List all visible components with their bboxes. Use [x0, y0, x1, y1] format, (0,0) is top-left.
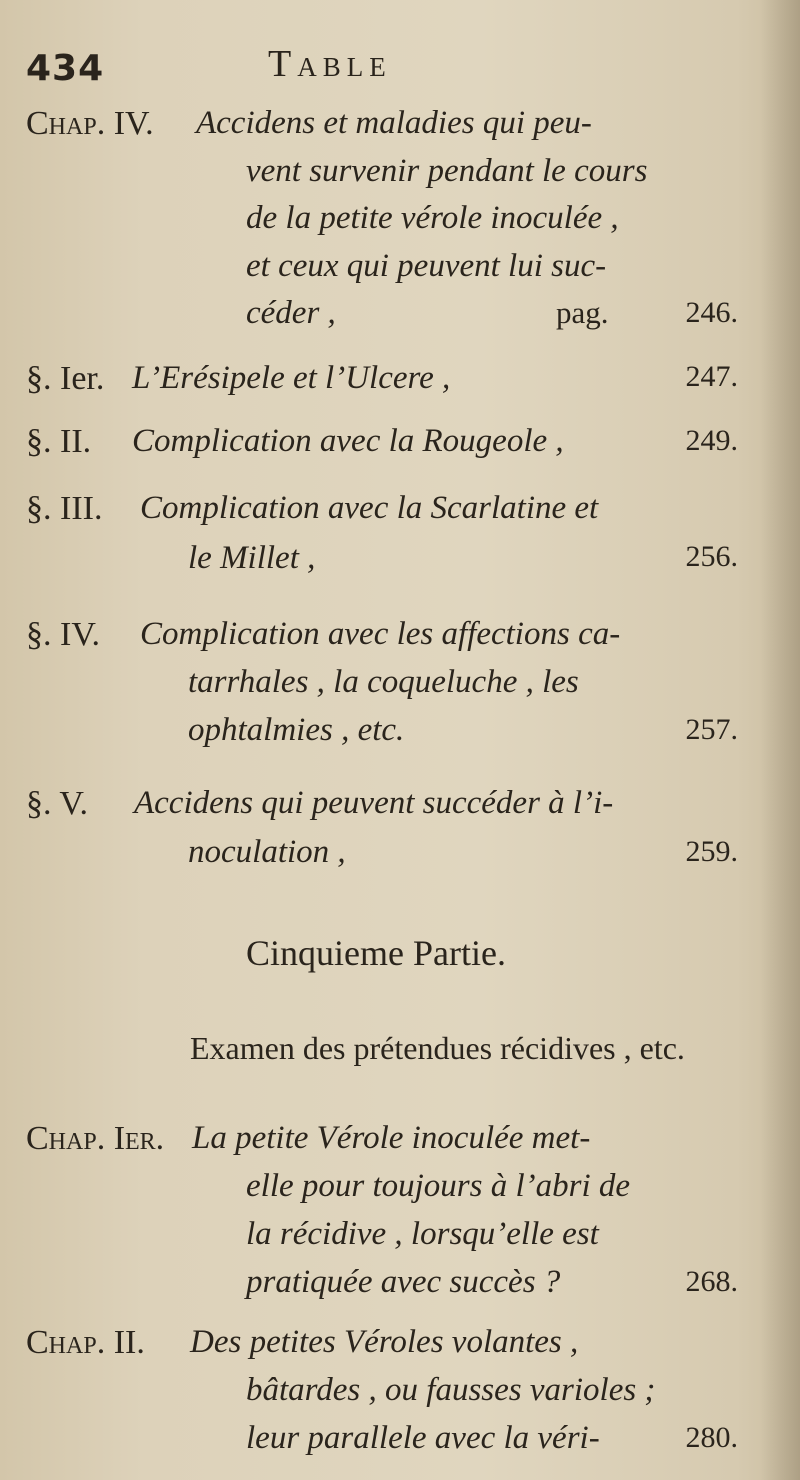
- pag-label: pag.: [556, 295, 609, 330]
- section-4-line-3: ophtalmies , etc.: [188, 712, 405, 748]
- page-edge-shadow: [760, 0, 800, 1480]
- page-number: 434: [26, 48, 105, 89]
- section-1-label: §. Ier.: [26, 360, 105, 397]
- chapter-2-line-2: bâtardes , ou fausses varioles ;: [246, 1372, 656, 1408]
- section-5-page: 259.: [685, 835, 738, 868]
- part-title: Cinquieme Partie.: [246, 933, 506, 973]
- chapter-1-label: Chap. Ier.: [26, 1120, 165, 1157]
- chapter-4-line-4: et ceux qui peuvent lui suc-: [246, 248, 607, 284]
- chapter-1-page: 268.: [685, 1265, 738, 1298]
- chapter-2-line-1: Des petites Véroles volantes ,: [190, 1324, 579, 1360]
- chapter-1-line-2: elle pour toujours à l’abri de: [246, 1168, 631, 1204]
- section-3-page: 256.: [685, 540, 738, 573]
- section-3-label: §. III.: [26, 490, 103, 527]
- section-4-line-2: tarrhales , la coqueluche , les: [188, 664, 579, 700]
- section-5-line-1: Accidens qui peuvent succéder à l’i-: [134, 785, 614, 821]
- section-4-label: §. IV.: [26, 616, 100, 653]
- section-3-line-2: le Millet ,: [188, 540, 316, 576]
- chapter-2-label: Chap. II.: [26, 1324, 145, 1361]
- chapter-4-label: Chap. IV.: [26, 105, 154, 142]
- chapter-4-page: 246.: [685, 296, 738, 329]
- chapter-2-page: 280.: [685, 1421, 738, 1454]
- part-subtitle: Examen des prétendues récidives , etc.: [190, 1030, 685, 1066]
- section-5-line-2: noculation ,: [188, 834, 346, 870]
- chapter-1-line-3: la récidive , lorsqu’elle est: [246, 1216, 599, 1252]
- section-1-page: 247.: [685, 360, 738, 393]
- section-3-line-1: Complication avec la Scarlatine et: [140, 490, 599, 526]
- section-4-page: 257.: [685, 713, 738, 746]
- section-4-line-1: Complication avec les affections ca-: [140, 616, 621, 652]
- chapter-4-line-1: Accidens et maladies qui peu-: [196, 105, 592, 141]
- section-2-line-1: Complication avec la Rougeole ,: [132, 423, 564, 459]
- chapter-1-line-1: La petite Vérole inoculée met-: [192, 1120, 591, 1156]
- section-2-page: 249.: [685, 424, 738, 457]
- chapter-4-line-3: de la petite vérole inoculée ,: [246, 200, 619, 236]
- section-1-line-1: L’Erésipele et l’Ulcere ,: [132, 360, 451, 396]
- section-2-label: §. II.: [26, 423, 92, 460]
- chapter-4-line-2: vent survenir pendant le cours: [246, 153, 648, 189]
- chapter-4-line-5: céder ,: [246, 295, 336, 331]
- chapter-1-line-4: pratiquée avec succès ?: [246, 1264, 561, 1300]
- running-title: Table: [268, 43, 392, 85]
- chapter-2-line-3: leur parallele avec la véri-: [246, 1420, 600, 1456]
- section-5-label: §. V.: [26, 785, 89, 822]
